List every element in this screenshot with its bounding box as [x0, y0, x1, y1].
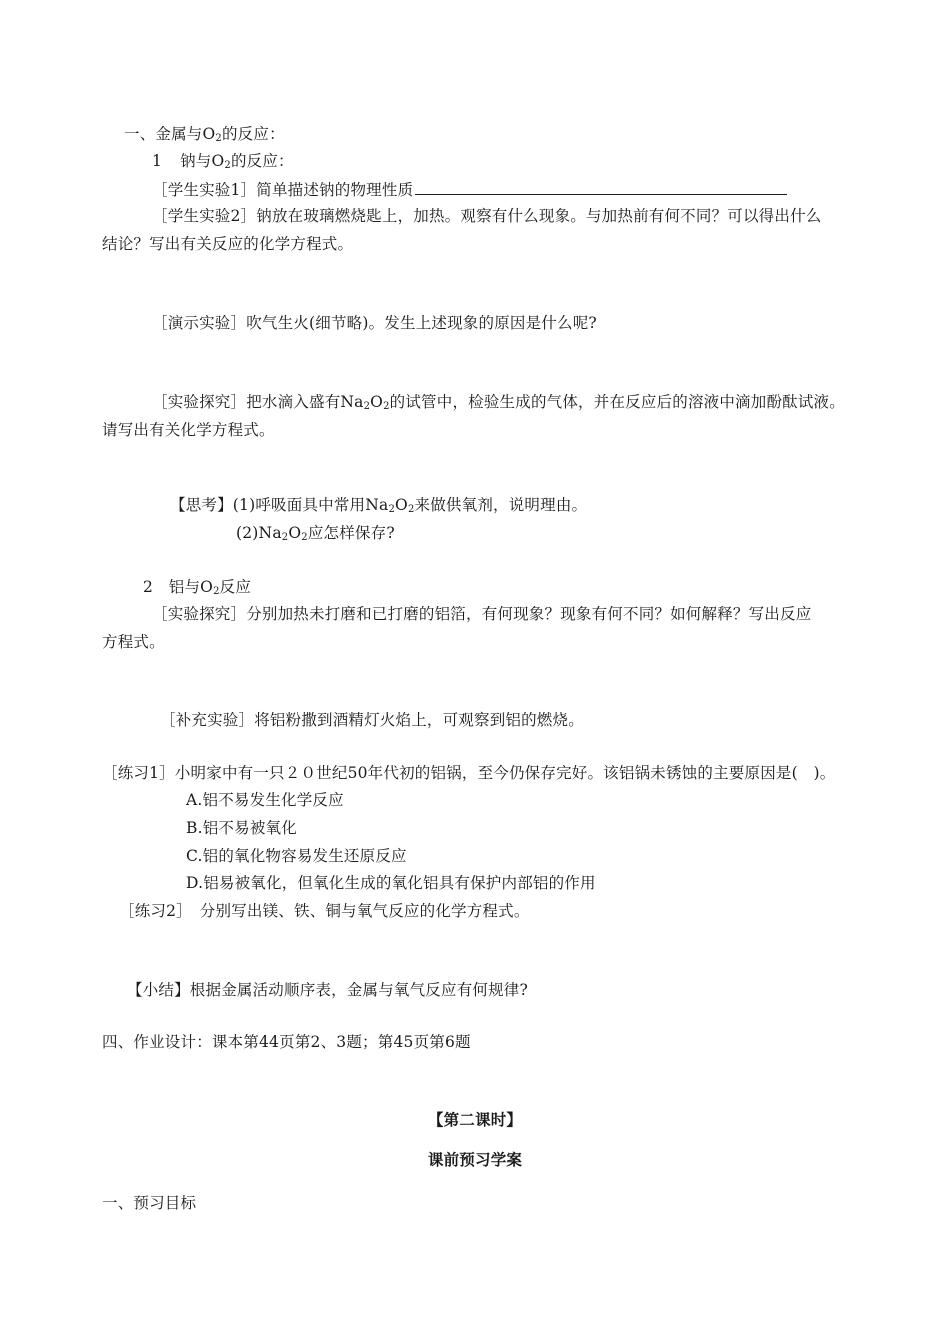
exercise-2: ［练习2］ 分别写出镁、铁、铜与氧气反应的化学方程式。 [119, 902, 530, 920]
lesson2-section1: 一、预习目标 [102, 1194, 197, 1212]
section1-heading: 一、金属与$O_2$的反应： [124, 125, 285, 144]
aluminum-inquiry-line2: 方程式。 [102, 633, 165, 651]
exercise-1-question: ［练习1］小明家中有一只２０世纪50年代初的铝锅，至今仍保存完好。该铝锅未锈蚀的主要原因是( )。 [102, 764, 836, 782]
homework: 四、作业设计：课本第44页第2、3题；第45页第6题 [102, 1033, 471, 1051]
experiment-inquiry-line2: 请写出有关化学方程式。 [102, 421, 275, 439]
aluminum-inquiry-line1: ［实验探究］分别加热未打磨和已打磨的铝箔，有何现象？现象有何不同？如何解释？写出反应 [152, 605, 812, 623]
student-experiment-1: ［学生实验1］简单描述钠的物理性质 [152, 178, 787, 200]
student-experiment-2-line1: ［学生实验2］钠放在玻璃燃烧匙上，加热。观察有什么现象。与加热前有何不同？可以得出什么 [152, 207, 822, 225]
exercise-1-option-c: C.铝的氧化物容易发生还原反应 [186, 847, 407, 865]
sodium-title: 1 钠与$O_2$的反应： [152, 152, 294, 171]
experiment-inquiry-line1: ［实验探究］把水滴入盛有$Na_2O_2$的试管中，检验生成的气体，并在反应后的溶液中滴加酚酞试液。 [152, 393, 845, 412]
lesson2-subtitle: 课前预习学案 [427, 1150, 523, 1169]
answer-blank-line[interactable] [415, 178, 787, 195]
summary: 【小结】根据金属活动顺序表，金属与氧气反应有何规律? [127, 981, 529, 999]
aluminum-title: 2 铝与$O_2$反应 [143, 578, 252, 597]
exercise-1-option-b: B.铝不易被氧化 [186, 819, 297, 837]
demo-experiment: ［演示实验］吹气生火(细节略)。发生上述现象的原因是什么呢? [152, 314, 597, 332]
supplement-experiment: ［补充实验］将铝粉撒到酒精灯火焰上，可观察到铝的燃烧。 [160, 711, 584, 729]
exercise-1-option-d: D.铝易被氧化，但氧化生成的氧化铝具有保护内部铝的作用 [186, 874, 596, 892]
lesson2-title: 【第二课时】 [427, 1110, 523, 1129]
student-experiment-2-line2: 结论？写出有关反应的化学方程式。 [102, 235, 354, 253]
think-question-2: $(2)Na_2O_2$应怎样保存? [236, 524, 395, 543]
think-question-1: 【思考】(1)呼吸面具中常用$Na_2O_2$来做供氧剂，说明理由。 [170, 496, 588, 515]
exercise-1-option-a: A.铝不易发生化学反应 [186, 791, 344, 809]
